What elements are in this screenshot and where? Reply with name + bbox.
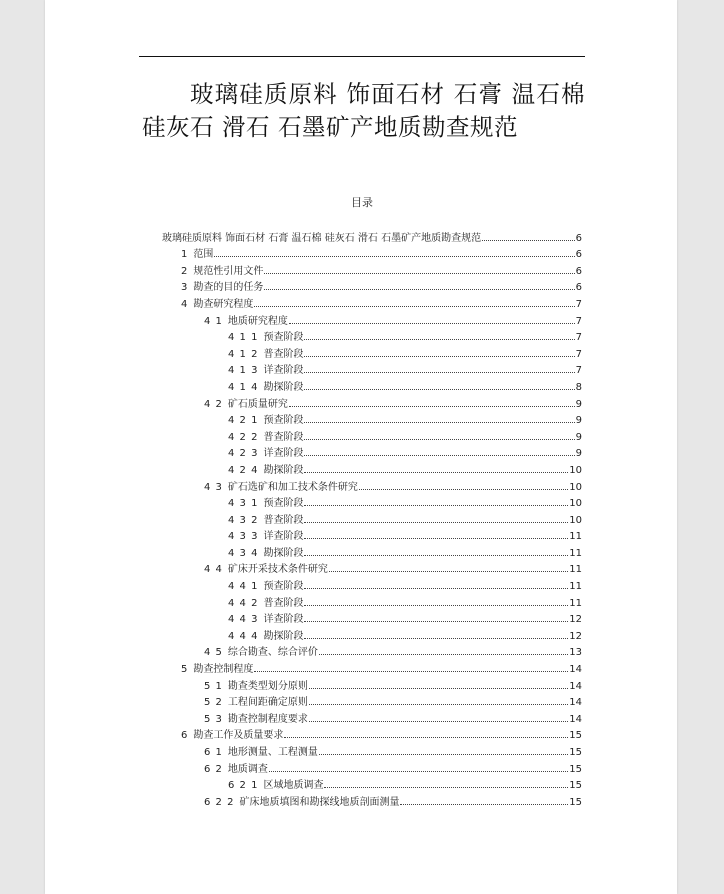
toc-leader-dots [304,522,568,523]
toc-page-number: 10 [569,514,582,526]
toc-leader-dots [400,804,568,805]
toc-page-number: 11 [569,547,582,559]
toc-page-number: 11 [569,581,582,593]
toc-entry-number: 6 [181,730,189,742]
toc-entry-label: 详查阶段 [263,448,304,460]
toc-entry-label: 勘探阶段 [263,630,304,642]
toc-page-number: 15 [569,730,582,742]
document-title: 玻璃硅质原料 饰面石材 石膏 温石棉 硅灰石 滑石 石墨矿产地质勘查规范 [142,80,585,141]
toc-entry[interactable] [162,393,582,410]
toc-entry-label: 预查阶段 [263,332,304,344]
toc-leader-dots [304,505,568,506]
toc-leader-dots [304,422,574,423]
document-page [45,0,677,894]
toc-leader-dots [309,721,568,722]
toc-page-number: 7 [575,298,582,310]
toc-entry-number: 4 4 [204,564,223,576]
toc-page-number: 12 [569,614,582,626]
toc-entry-label: 工程间距确定原则 [227,697,308,709]
toc-entry-label: 综合勘查、综合评价 [227,647,318,659]
toc-leader-dots [304,555,568,556]
toc-leader-dots [304,389,574,390]
toc-entry-number: 1 [181,249,189,261]
toc-page-number: 11 [569,564,582,576]
toc-entry-label: 预查阶段 [263,498,304,510]
toc-entry-label: 勘探阶段 [263,464,304,476]
toc-entry-label: 勘查类型划分原则 [227,680,308,692]
toc-page-number: 8 [575,381,582,393]
toc-entry[interactable] [162,791,582,808]
table-of-contents [162,227,582,808]
toc-entry-number: 4 3 [204,481,223,493]
toc-entry[interactable] [162,277,582,294]
toc-entry[interactable] [162,708,582,725]
toc-entry-label: 规范性引用文件 [193,265,264,277]
toc-entry-number: 5 [181,664,189,676]
toc-entry[interactable] [162,310,582,327]
toc-entry[interactable] [162,343,582,360]
toc-page-number: 10 [569,481,582,493]
toc-leader-dots [289,406,575,407]
toc-page-number: 9 [575,448,582,460]
toc-entry-label: 勘探阶段 [263,547,304,559]
toc-entry-label: 矿石选矿和加工技术条件研究 [227,481,358,493]
toc-entry-number: 4 2 [204,398,223,410]
toc-leader-dots [319,654,568,655]
toc-leader-dots [304,372,574,373]
toc-leader-dots [264,273,574,274]
toc-page-number: 15 [569,747,582,758]
toc-leader-dots [304,588,568,589]
toc-entry[interactable] [162,692,582,709]
toc-entry[interactable] [162,459,582,476]
toc-entry-number: 4 4 3 [228,614,259,626]
toc-page-number: 7 [575,348,582,360]
toc-entry-label: 普查阶段 [263,514,304,526]
toc-entry[interactable] [162,293,582,310]
toc-entry-label: 矿石质量研究 [227,398,288,410]
toc-entry-label: 矿床开采技术条件研究 [227,564,328,576]
toc-leader-dots [304,472,568,473]
toc-entry-number: 4 3 2 [228,514,259,526]
toc-entry-number: 5 2 [204,697,223,709]
toc-entry-number: 5 1 [204,680,223,692]
toc-page-number: 7 [575,315,582,327]
toc-leader-dots [289,323,575,324]
toc-entry-number: 4 2 4 [228,464,259,476]
toc-page-number: 11 [569,597,582,609]
toc-entry-label: 详查阶段 [263,614,304,626]
toc-entry-number: 6 2 [204,763,223,775]
toc-entry-number: 4 1 3 [228,365,259,377]
toc-page-number: 9 [575,398,582,410]
toc-entry-number: 4 2 2 [228,431,259,443]
toc-leader-dots [482,240,575,241]
toc-entry[interactable] [162,658,582,675]
toc-entry[interactable] [162,675,582,692]
toc-page-number: 9 [575,415,582,427]
toc-entry-label: 详查阶段 [263,531,304,543]
toc-page-number: 14 [569,713,582,725]
toc-entry-label: 勘探阶段 [263,381,304,393]
toc-entry-label: 范围 [193,249,214,261]
toc-entry-number: 4 4 1 [228,581,259,593]
toc-entry[interactable] [162,559,582,576]
toc-entry-label: 地形测量、工程测量 [227,747,318,758]
toc-entry-label: 勘查控制程度要求 [227,713,308,725]
toc-page-number: 14 [569,664,582,676]
toc-leader-dots [254,306,574,307]
toc-entry[interactable] [162,443,582,460]
toc-entry-label: 勘查控制程度 [193,664,254,676]
toc-leader-dots [319,754,568,755]
toc-entry-number: 4 2 1 [228,415,259,427]
toc-leader-dots [269,771,568,772]
toc-entry-number: 4 3 3 [228,531,259,543]
toc-entry-number: 6 2 2 [204,796,235,808]
toc-entry[interactable] [162,575,582,592]
toc-entry[interactable] [162,592,582,609]
toc-entry[interactable] [162,758,582,775]
toc-leader-dots [304,538,568,539]
toc-page-number: 10 [569,498,582,510]
toc-entry-label: 详查阶段 [263,365,304,377]
toc-entry-number: 4 1 2 [228,348,259,360]
toc-entry-label: 地质研究程度 [227,315,288,327]
toc-leader-dots [304,356,574,357]
toc-entry-number: 4 4 2 [228,597,259,609]
toc-page-number: 11 [569,531,582,543]
toc-entry[interactable] [162,260,582,277]
toc-leader-dots [254,671,568,672]
toc-page-number: 7 [575,365,582,377]
toc-leader-dots [329,571,568,572]
toc-entry[interactable] [162,509,582,526]
toc-leader-dots [304,439,574,440]
toc-entry-label: 普查阶段 [263,348,304,360]
toc-page-number: 15 [569,796,582,808]
toc-entry-number: 4 2 3 [228,448,259,460]
toc-page-number: 6 [575,249,582,261]
toc-entry-number: 4 [181,298,189,310]
toc-entry-label: 普查阶段 [263,597,304,609]
toc-leader-dots [324,787,568,788]
toc-entry-label: 预查阶段 [263,415,304,427]
toc-leader-dots [309,704,568,705]
toc-page-number: 6 [575,282,582,294]
toc-entry-number: 5 3 [204,713,223,725]
toc-entry-label: 预查阶段 [263,581,304,593]
toc-entry[interactable] [162,741,582,758]
toc-entry[interactable] [162,493,582,510]
toc-entry-label: 地质调查 [227,763,268,775]
toc-entry-number: 4 1 [204,315,223,327]
toc-entry-number: 3 [181,282,189,294]
toc-entry-label: 普查阶段 [263,431,304,443]
toc-entry-number: 4 3 4 [228,547,259,559]
toc-leader-dots [309,688,568,689]
toc-page-number: 15 [569,780,582,792]
toc-entry-number: 4 1 4 [228,381,259,393]
toc-entry[interactable] [162,227,582,244]
toc-entry[interactable] [162,775,582,792]
toc-entry[interactable] [162,725,582,742]
toc-entry[interactable] [162,360,582,377]
toc-entry[interactable] [162,410,582,427]
toc-leader-dots [359,489,568,490]
toc-entry[interactable] [162,327,582,344]
header-rule [139,56,585,57]
toc-page-number: 14 [569,697,582,709]
toc-entry-label: 勘查的目的任务 [193,282,264,294]
toc-page-number: 14 [569,680,582,692]
toc-entry-label: 勘查研究程度 [193,298,254,310]
toc-entry[interactable] [162,244,582,261]
toc-leader-dots [284,737,568,738]
toc-leader-dots [304,621,568,622]
toc-entry[interactable] [162,376,582,393]
toc-entry-number: 4 4 4 [228,630,259,642]
toc-leader-dots [304,605,568,606]
toc-entry-number: 4 1 1 [228,332,259,344]
toc-page-number: 15 [569,763,582,775]
toc-entry-label: 玻璃硅质原料 饰面石材 石膏 温石棉 硅灰石 滑石 石墨矿产地质勘查规范 [162,232,482,244]
toc-entry[interactable] [162,625,582,642]
toc-entry-label: 勘查工作及质量要求 [193,730,284,742]
toc-entry[interactable] [162,542,582,559]
toc-entry[interactable] [162,609,582,626]
toc-entry-number: 4 3 1 [228,498,259,510]
toc-page-number: 7 [575,332,582,344]
toc-page-number: 6 [575,265,582,277]
toc-leader-dots [304,638,568,639]
toc-entry[interactable] [162,526,582,543]
toc-page-number: 9 [575,431,582,443]
toc-leader-dots [264,289,574,290]
toc-entry-number: 6 2 1 [228,780,259,792]
toc-heading: 目录 [351,196,373,209]
toc-entry-number: 6 1 [204,747,223,758]
toc-page-number: 6 [575,232,582,244]
toc-leader-dots [214,256,574,257]
toc-entry[interactable] [162,476,582,493]
toc-page-number: 12 [569,630,582,642]
toc-entry[interactable] [162,642,582,659]
toc-entry-number: 4 5 [204,647,223,659]
toc-leader-dots [304,339,574,340]
toc-page-number: 13 [569,647,582,659]
toc-entry-number: 2 [181,265,189,277]
toc-page-number: 10 [569,464,582,476]
toc-entry-label: 矿床地质填图和勘探线地质剖面测量 [239,796,400,808]
toc-entry-label: 区域地质调查 [263,780,324,792]
toc-entry[interactable] [162,426,582,443]
toc-leader-dots [304,455,574,456]
